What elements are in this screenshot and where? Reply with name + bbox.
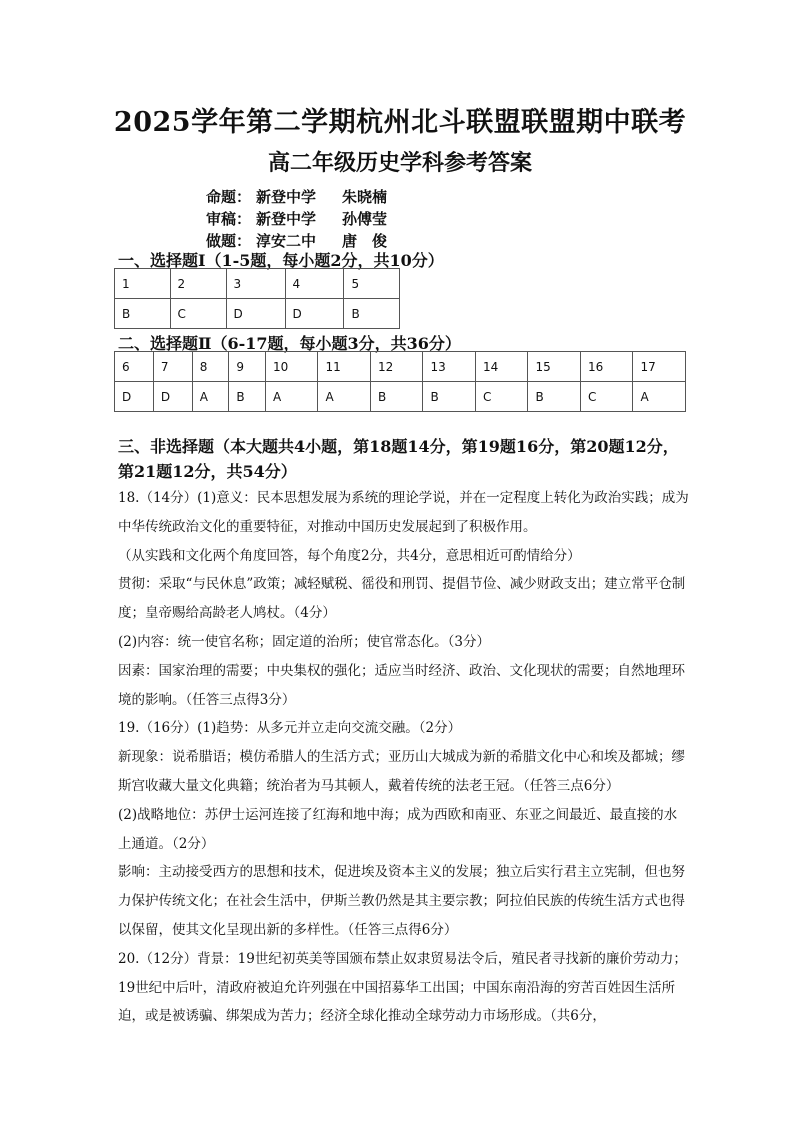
credit-label: 做题： (206, 232, 252, 250)
question-number: 10 (265, 352, 318, 382)
answer-letter: B (528, 382, 581, 412)
credit-person: 唐 俊 (342, 232, 388, 250)
section-2-heading: 二、选择题Ⅱ（6-17题，每小题3分，共36分） (118, 334, 461, 353)
section-1-heading: 一、选择题Ⅰ（1-5题，每小题2分，共10分） (118, 251, 444, 270)
question-number: 6 (115, 352, 154, 382)
answer-letter: D (115, 382, 154, 412)
question-number: 8 (192, 352, 229, 382)
answer-paragraph: 19.（16分）(1)趋势：从多元并立走向交流交融。（2分） (118, 720, 462, 737)
answer-paragraph: 20.（12分）背景：19世纪初英美等国颁布禁止奴隶贸易法令后，殖民者寻找新的廉价劳动力；19世纪中后叶，清政府被迫允许列强在中国招募华工出国；中国东南沿海的穷苦百姓因生活所迫，或是被诱骗、绑架成为苦力；经济全球化推动全球劳动力市场形成。（共6分， (118, 950, 687, 1025)
answer-letter: C (170, 299, 226, 329)
answer-paragraph: (2)内容：统一使官名称；固定道的治所；使官常态化。（3分） (118, 633, 490, 650)
answer-letter: C (580, 382, 633, 412)
answer-paragraph: 因素：国家治理的需要；中央集权的强化；适应当时经济、政治、文化现状的需要；自然地理环境的影响。（任答三点得3分） (118, 662, 685, 708)
question-number: 12 (370, 352, 423, 382)
credit-line-setter (206, 186, 387, 207)
question-number: 11 (318, 352, 371, 382)
credit-person: 孙傅莹 (342, 210, 388, 228)
question-number: 1 (115, 269, 171, 299)
credit-school: 新登中学 (256, 188, 317, 206)
answer-paragraph: 影响：主动接受西方的思想和技术，促进埃及资本主义的发展；独立后实行君主立宪制，但也努力保护传统文化；在社会生活中，伊斯兰教仍然是其主要宗教；阿拉伯民族的传统生活方式也得以保留，使其文化呈现出新的多样性。（任答三点得6分） (118, 864, 685, 938)
table-row-answers (115, 382, 686, 412)
credit-person: 朱晓楠 (342, 188, 388, 206)
answer-letter: A (318, 382, 371, 412)
answer-letter: D (153, 382, 192, 412)
answer-paragraph: 贯彻：采取“与民休息”政策；减轻赋税、徭役和刑罚、提倡节俭、减少财政支出；建立常平仓制度；皇帝赐给高龄老人鸠杖。（4分） (118, 576, 686, 622)
answer-letter: B (344, 299, 400, 329)
answer-letter: A (265, 382, 318, 412)
question-number: 5 (344, 269, 400, 299)
answer-letter: A (192, 382, 229, 412)
answer-paragraph: (2)战略地位：苏伊士运河连接了红海和地中海；成为西欧和南亚、东亚之间最近、最直接的水上通道。（2分） (118, 806, 678, 852)
question-number: 7 (153, 352, 192, 382)
answer-letter: B (229, 382, 266, 412)
question-number: 3 (226, 269, 285, 299)
answer-letter: D (226, 299, 285, 329)
question-number: 13 (423, 352, 476, 382)
answer-letter: A (633, 382, 686, 412)
table-row-answers (115, 299, 400, 329)
answer-paragraph: 新现象：说希腊语；模仿希腊人的生活方式；亚历山大城成为新的希腊文化中心和埃及都城；缪斯宫收藏大量文化典籍；统治者为马其顿人，戴着传统的法老王冠。（任答三点6分） (118, 749, 685, 794)
answer-letter: C (475, 382, 528, 412)
question-number: 2 (170, 269, 226, 299)
answer-table-1 (114, 268, 400, 329)
table-row-numbers (115, 352, 686, 382)
question-number: 15 (528, 352, 581, 382)
question-number: 14 (475, 352, 528, 382)
question-number: 4 (285, 269, 344, 299)
answer-letter: B (115, 299, 171, 329)
credit-school: 淳安二中 (256, 232, 317, 250)
answer-body (118, 484, 690, 1031)
answer-letter: B (370, 382, 423, 412)
credit-line-reviewer (206, 208, 387, 229)
question-number: 9 (229, 352, 266, 382)
answer-paragraph: （从实践和文化两个角度回答，每个角度2分，共4分，意思相近可酌情给分） (118, 547, 581, 564)
question-number: 17 (633, 352, 686, 382)
page-subtitle: 高二年级历史学科参考答案 (267, 150, 532, 176)
credit-label: 命题： (206, 188, 252, 206)
answer-letter: B (423, 382, 476, 412)
answer-table-2 (114, 351, 686, 412)
credit-label: 审稿： (206, 210, 252, 228)
question-number: 16 (580, 352, 633, 382)
credit-school: 新登中学 (256, 210, 317, 228)
answer-paragraph: 18.（14分）(1)意义：民本思想发展为系统的理论学说，并在一定程度上转化为政治实践；成为中华传统政治文化的重要特征，对推动中国历史发展起到了积极作用。 (118, 490, 689, 535)
page-title: 2025学年第二学期杭州北斗联盟联盟期中联考 (113, 107, 687, 138)
table-row-numbers (115, 269, 400, 299)
section-3-heading: 三、非选择题（本大题共4小题，第18题14分，第19题16分，第20题12分，第21题12分，共54分） (118, 437, 679, 481)
answer-letter: D (285, 299, 344, 329)
